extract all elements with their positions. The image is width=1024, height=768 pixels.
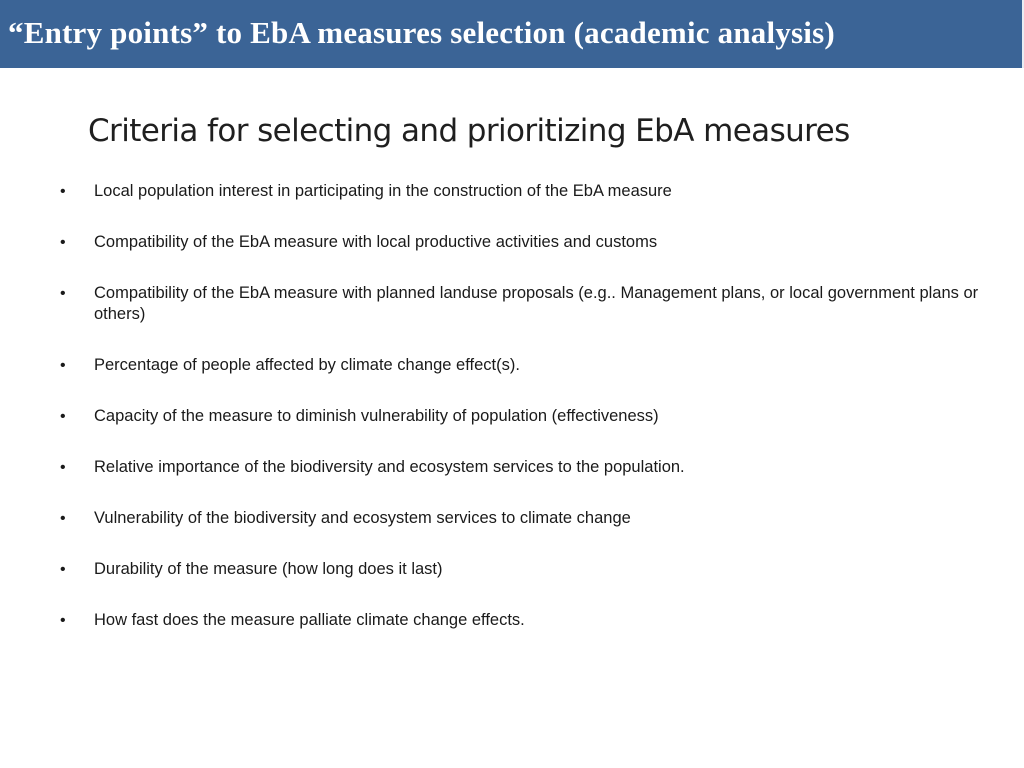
criteria-item <box>60 559 980 580</box>
criteria-item <box>60 457 980 478</box>
bullet-icon: • <box>60 561 66 578</box>
bullet-icon: • <box>60 183 66 200</box>
slide-header-bar <box>0 0 1024 68</box>
criteria-text: Durability of the measure (how long does it last) <box>94 560 443 578</box>
criteria-item <box>60 232 980 253</box>
criteria-item <box>60 355 980 376</box>
criteria-item <box>60 610 980 631</box>
slide-title: “Entry points” to EbA measures selection (academic analysis) <box>8 15 835 50</box>
criteria-text: Relative importance of the biodiversity and ecosystem services to the population. <box>94 458 685 476</box>
slide-subtitle: Criteria for selecting and prioritizing EbA measures <box>88 113 850 149</box>
criteria-item <box>60 406 980 427</box>
criteria-item <box>60 508 980 529</box>
bullet-icon: • <box>60 459 66 476</box>
bullet-icon: • <box>60 234 66 251</box>
criteria-text: Capacity of the measure to diminish vulnerability of population (effectiveness) <box>94 407 659 425</box>
criteria-text: Vulnerability of the biodiversity and ecosystem services to climate change <box>94 509 631 527</box>
criteria-text: Compatibility of the EbA measure with planned landuse proposals (e.g.. Management plans, or local government plans or others) <box>94 284 979 323</box>
criteria-text: Compatibility of the EbA measure with local productive activities and customs <box>94 233 658 251</box>
bullet-icon: • <box>60 408 66 425</box>
criteria-item <box>60 283 980 325</box>
bullet-icon: • <box>60 357 66 374</box>
criteria-text: Local population interest in participating in the construction of the EbA measure <box>94 182 672 200</box>
criteria-text: Percentage of people affected by climate change effect(s). <box>94 356 520 374</box>
criteria-item <box>60 181 980 202</box>
bullet-icon: • <box>60 510 66 527</box>
bullet-icon: • <box>60 612 66 629</box>
bullet-icon: • <box>60 285 66 302</box>
criteria-text: How fast does the measure palliate climate change effects. <box>94 611 525 629</box>
criteria-list <box>60 181 980 661</box>
